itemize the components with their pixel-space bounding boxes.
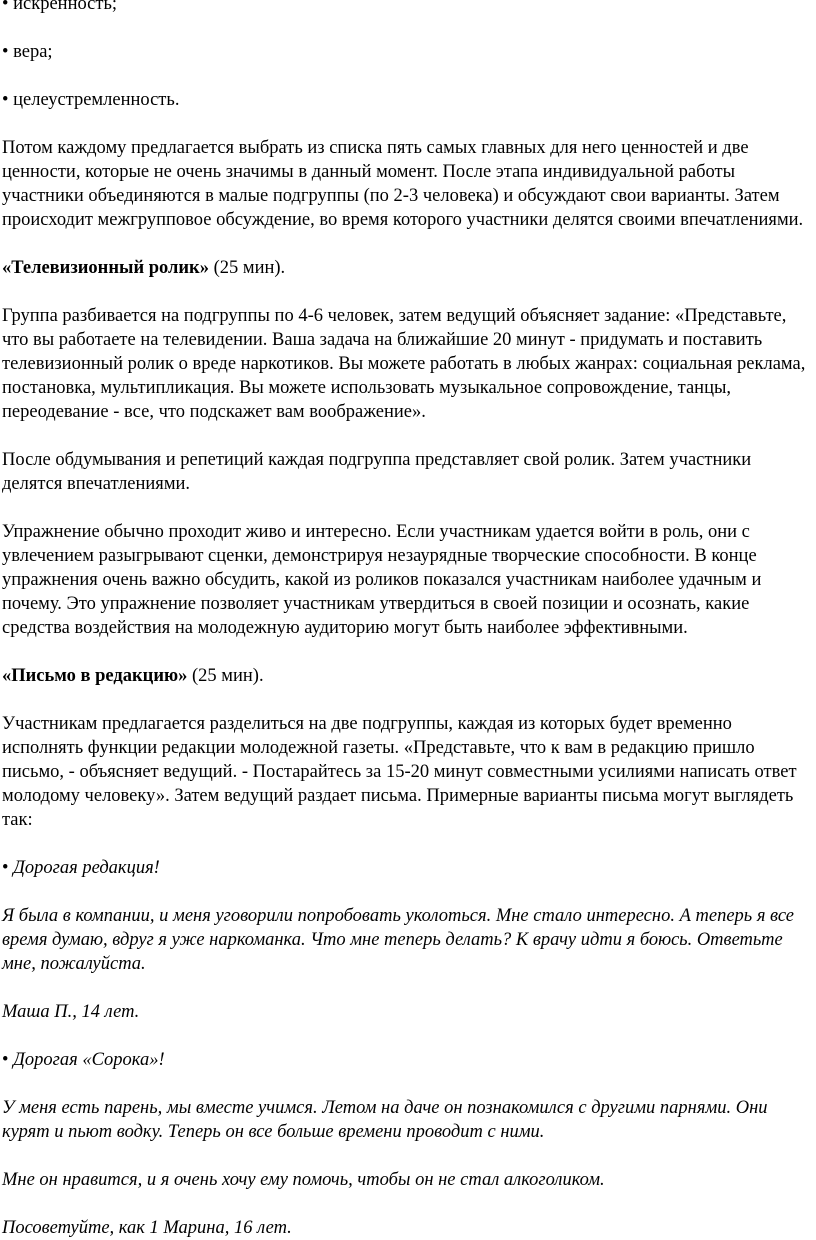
letter-greeting: • Дорогая «Сорока»! [2,1050,165,1070]
exercise-heading-letter [2,664,812,688]
bullet: • [2,1050,14,1070]
paragraph: Участникам предлагается разделиться на две подгруппы, каждая из которых будет временно исполнять функции редакции молодежной газеты. «Представьте, что к вам в редакцию пришло письмо, - объясняет ведущий. - Постарайтесь за 15-20 минут совместными усилиями написать ответ молодому человеку». Затем ведущий раздает письма. Примерные варианты письма могут выглядеть так: [2,714,797,830]
exercise-title: «Письмо в редакцию» [2,666,188,686]
exercise-duration: (25 мин). [208,258,286,278]
letter-signature: Посоветуйте, как 1 Марина, 16 лет. [2,1218,292,1238]
paragraph: Упражнение обычно проходит живо и интересно. Если участникам удается войти в роль, они с увлечением разыгрывают сценки, демонстрируя незаурядные творческие способности. В конце упражнения очень важно обсудить, какой из роликов показался участникам наиболее удачным и почему. Это упражнение позволяет участникам утвердиться в своей позиции и осознать, какие средства воздействия на молодежную аудиторию могут быть наиболее эффективными. [2,522,762,638]
letter-body: У меня есть парень, мы вместе учимся. Летом на даче он познакомился с другими парнями. Они курят и пьют водку. Теперь он все больше времени проводит с ними. [2,1098,768,1142]
exercise-duration: (25 мин). [187,666,264,686]
bullet: • [2,858,14,878]
exercise-title: «Телевизионный ролик» [2,258,209,278]
list-item: • искренность; [2,0,118,14]
letter-body: Я была в компании, и меня уговорили попробовать уколоться. Мне стало интересно. А теперь я все время думаю, вдруг я уже наркоманка. Что мне теперь делать? К врачу идти я боюсь. Ответьте мне, пожалуйста. [2,906,795,974]
paragraph: После обдумывания и репетиций каждая подгруппа представляет свой ролик. Затем участники делятся впечатлениями. [2,450,752,494]
letter-signature: Маша П., 14 лет. [2,1002,140,1022]
intro-paragraph: Потом каждому предлагается выбрать из списка пять самых главных для него ценностей и две ценности, которые не очень значимы в данный момент. После этапа индивидуальной работы участники объединяются в малые подгруппы (по 2-3 человека) и обсуждают свои варианты. Затем происходит межгрупповое обсуждение, во время которого участники делятся своими впечатлениями. [2,138,804,230]
paragraph: Группа разбивается на подгруппы по 4-6 человек, затем ведущий объясняет задание: «Представьте, что вы работаете на телевидении. Ваша задача на ближайшие 20 минут - придумать и поставить телевизионный ролик о вреде наркотиков. Вы можете работать в любых жанрах: социальная реклама, постановка, мультипликация. Вы можете использовать музыкальное сопровождение, танцы, переодевание - все, что подскажет вам воображение». [2,306,806,422]
list-item: • вера; [2,42,53,62]
letter-body: Мне он нравится, и я очень хочу ему помочь, чтобы он не стал алкоголиком. [2,1170,605,1190]
letter-greeting: • Дорогая редакция! [2,858,160,878]
exercise-heading-tv [2,256,812,280]
list-item: • целеустремленность. [2,90,180,110]
